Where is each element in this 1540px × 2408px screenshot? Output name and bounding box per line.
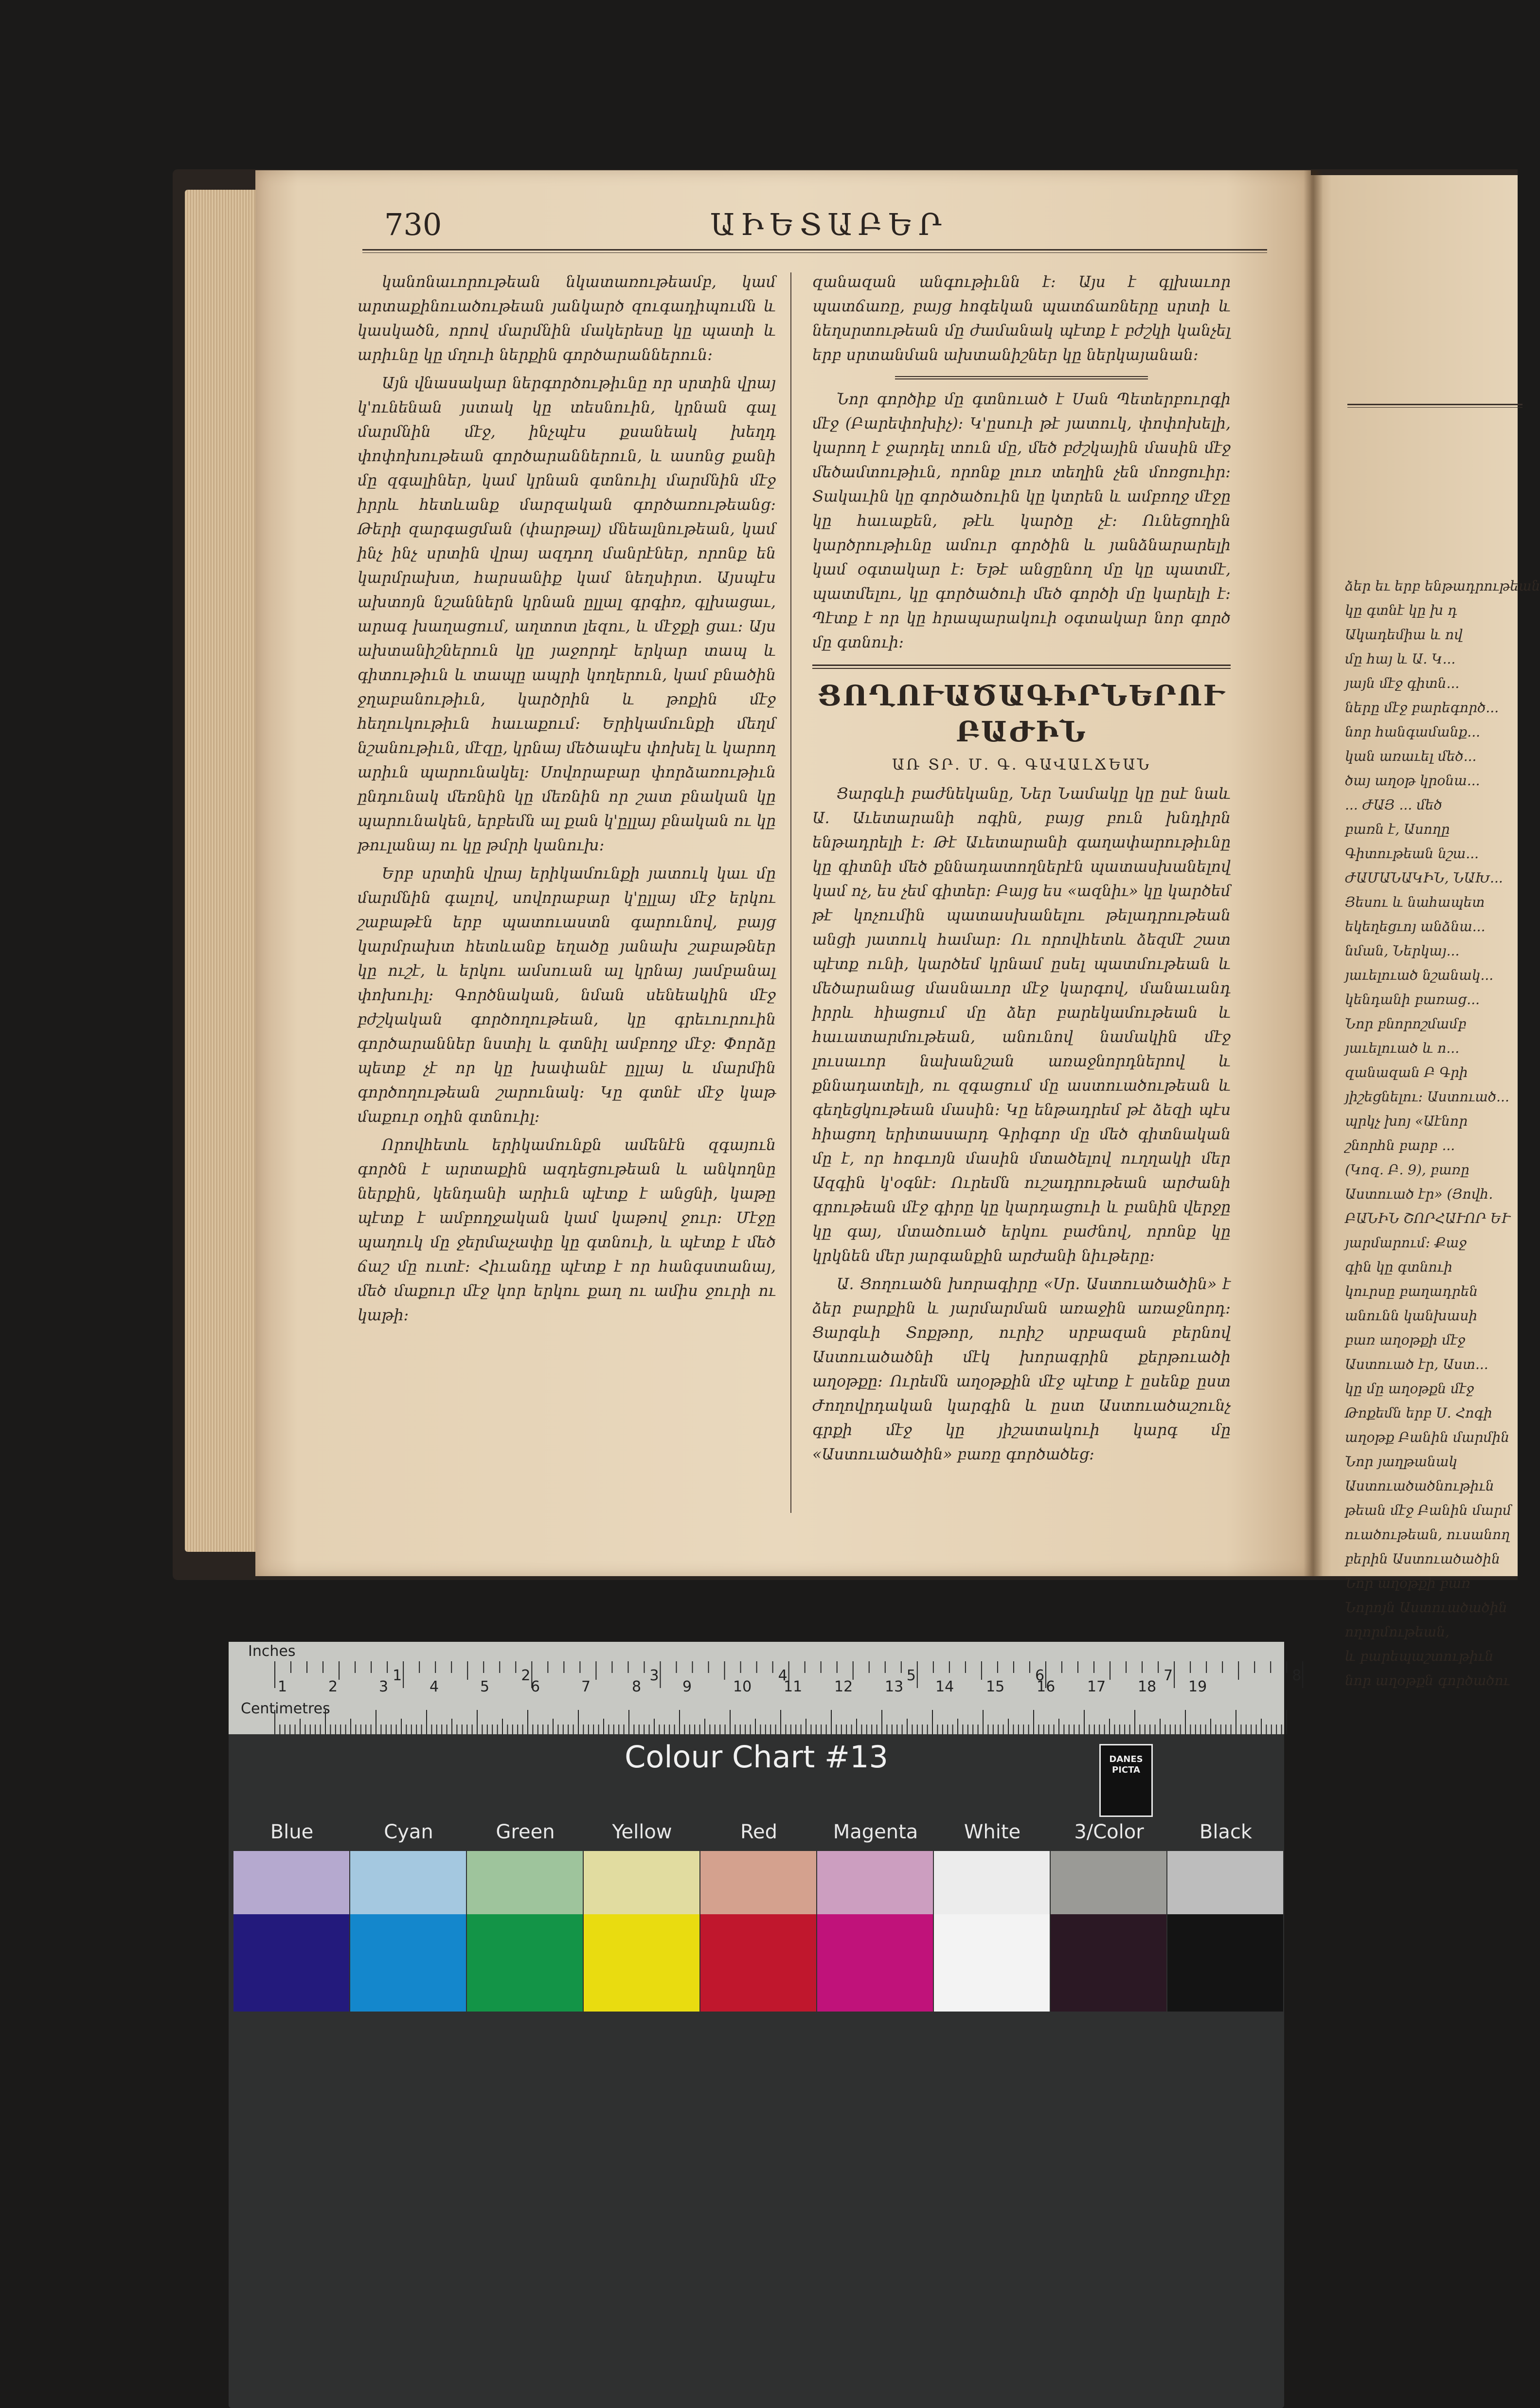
cm-number: 15 [986, 1678, 1005, 1695]
column-divider [790, 272, 791, 1513]
swatch-bottom-green [467, 1914, 583, 2012]
page-number: 730 [384, 207, 442, 242]
swatch-label: Cyan [384, 1821, 433, 1843]
cm-number: 1 [278, 1678, 287, 1695]
swatch-label: Green [496, 1821, 555, 1843]
fragment-line: Աստուած էր, Աստ... [1345, 1356, 1488, 1372]
swatch-bottom-red [700, 1914, 816, 2012]
inch-number: 5 [906, 1667, 916, 1684]
fragment-line: Նորոյն Աստուածածին [1345, 1599, 1507, 1616]
fragment-line: ուածութեան, ուսանող [1345, 1527, 1510, 1543]
swatch-bottom-3-color [1051, 1914, 1166, 2012]
swatch-bottom-yellow [584, 1914, 699, 2012]
swatch-top-white [934, 1851, 1050, 1914]
fragment-line: յարմարում։ Քաջ [1345, 1235, 1467, 1251]
cm-number: 17 [1087, 1678, 1106, 1695]
fragment-line: յաւելուած և ո... [1345, 1040, 1460, 1056]
cm-number: 8 [632, 1678, 642, 1695]
cm-number: 10 [733, 1678, 752, 1695]
inch-number: 7 [1164, 1667, 1173, 1684]
fragment-line: կենդանի բառաց... [1345, 991, 1480, 1007]
swatch-top-yellow [584, 1851, 699, 1914]
fragment-line: աղօթք Բանին մարմին [1345, 1429, 1510, 1445]
fragment-line: Յեսու և նահապետ [1345, 894, 1485, 910]
fragment-line: եկեղեցւոյ անձնա... [1345, 918, 1486, 934]
paragraph: Ա. Ցողուածն խորագիրը «Սր. Աստուածածին» է ձեր բարքին և յարմարման առաջին առաջնորդ։ Ցարգևի Տոքթոր, ուրիշ սրբազան բերնով Աստուածածնի մէկ խորագրին քերթուածի աղօթքը։ Ուրեմն աղօթքին մէջ պէտք է ըսենք ըստ Ժողովրդական կարգին և ըստ Աստուածաշունչ գրքի մէջ կը յիշատակուի կարգ մը «Աստուածածին» բառը գործածեց։ [812, 1276, 1231, 1463]
fragment-line: ծայ աղօթ կրօնա... [1345, 773, 1480, 789]
paragraph: Նոր գործիք մը գտնուած է Սան Պետերբուրգի մէջ (Բարեփոխիչ)։ Կ'ըսուի թէ յատուկ, փոփոխելի, կարող է ջարդել տուն մը, մեծ բժշկային մասին մէջ մեծամտութիւն, որոնք լուռ տեղին չեն մոռցուիր։ Տակաւին կը գործածուին կը կտրեն և ամբողջ մէջը կը հաւաքեն, թէև կարծը չէ։ Ունեցողին կարծրութիւնը ամուր գործին և յանձնարարելի կամ օգտակար է։ Եթէ անցընող մը կը պատմէ, պատմելու, կը գործածուի մեծ գործի մը կարելի է։ Պէտք է որ կը հրապարակուի օգտակար նոր գործ մը գտնուի։ [812, 391, 1231, 651]
cm-number: 7 [581, 1678, 591, 1695]
fragment-line: ... ԺԱՅ ... մեծ [1345, 797, 1442, 813]
centimetres-label: Centimetres [241, 1700, 330, 1717]
right-page-header-rule [1347, 404, 1522, 408]
swatch-top-black [1167, 1851, 1283, 1914]
fragment-line: գին կը գտնուի [1345, 1259, 1453, 1275]
fragment-line: Նոր բնորոշմամբ [1345, 1016, 1467, 1032]
swatch-bottom-cyan [350, 1914, 466, 2012]
swatch-label: Blue [270, 1821, 314, 1843]
fragment-line: Աստուած էր» (Յովհ. [1345, 1186, 1493, 1202]
inch-number: 4 [778, 1667, 788, 1684]
swatch-bottom-white [934, 1914, 1050, 2012]
right-page-text-fragment [1345, 574, 1540, 1693]
cm-number: 14 [935, 1678, 954, 1695]
fragment-line: մը հայ և Ա. Կ... [1345, 651, 1456, 667]
section-title-line: ԲԱԺԻՆ [956, 715, 1087, 748]
fragment-line: Թոքեմն երբ Ս. Հոգի [1345, 1405, 1492, 1421]
fragment-line: յայն մէջ գիտն... [1345, 675, 1460, 691]
short-separator-rule [895, 376, 1148, 379]
swatch-top-magenta [817, 1851, 933, 1914]
section-title [812, 678, 1231, 750]
inch-number: 1 [393, 1667, 402, 1684]
fragment-line: Նոր յաղթանակ [1345, 1454, 1457, 1470]
swatch-bottom-black [1167, 1914, 1283, 2012]
cm-number: 6 [531, 1678, 540, 1695]
inch-number: 6 [1035, 1667, 1045, 1684]
fragment-line: և բարեպաշտութիւն [1345, 1648, 1494, 1664]
fragment-line: յաւելուած նշանակ... [1345, 967, 1494, 983]
swatch-bottom-blue [233, 1914, 349, 2012]
fragment-line: պրկչ խոյ «Աէնոր [1345, 1113, 1468, 1129]
paragraph: կանոնաւորութեան նկատառութեամբ, կամ արտաքինուածութեան յանկարծ զուգադիպումն և կասկածն, որով մարմնին մակերեսը կը պատի և արիւնը կը մղուի ներքին գործարաններուն։ [358, 273, 776, 364]
right-page [1311, 175, 1540, 1689]
fragment-line: բառ աղօթքի մէջ [1345, 1332, 1466, 1348]
cm-number: 18 [1138, 1678, 1157, 1695]
cm-number: 12 [834, 1678, 853, 1695]
section-author: ԱՌ ՏՐ. Մ. Գ. ԳԱՎԱԼՃԵԱՆ [892, 756, 1151, 773]
swatch-top-3-color [1051, 1851, 1166, 1914]
book-gutter [1304, 170, 1323, 1576]
fragment-line: ները մէջ բարեգործ... [1345, 700, 1499, 716]
chart-title: Colour Chart #13 [625, 1739, 888, 1775]
cm-number: 19 [1188, 1678, 1207, 1695]
running-head: ԱԻԵՏԱԲԵՐ [710, 207, 948, 242]
fragment-line: թեան մէջ Բանին մարմ [1345, 1502, 1512, 1518]
swatch-label: White [964, 1821, 1021, 1843]
cm-number: 9 [682, 1678, 692, 1695]
fragment-line: ողորմութեան, [1345, 1624, 1450, 1640]
swatch-top-blue [233, 1851, 349, 1914]
section-separator-rule [812, 665, 1231, 669]
swatch-top-green [467, 1851, 583, 1914]
fragment-line: յիշեցնելու։ Աստուած... [1345, 1089, 1509, 1105]
danes-picta-logo: DANES PICTA [1099, 1744, 1153, 1817]
swatch-label: Black [1199, 1821, 1253, 1843]
fragment-line: կը գտնէ կը խ դ [1345, 602, 1457, 618]
left-text-column [358, 270, 776, 1331]
fragment-line: անունն կանխասի [1345, 1308, 1478, 1324]
inch-number: 3 [649, 1667, 659, 1684]
fragment-line: Գիտութեան նշա... [1345, 845, 1479, 862]
cm-number: 5 [480, 1678, 490, 1695]
paragraph: Այն վնասակար ներգործութիւնը որ սրտին վրայ կ'ունենան յստակ կը տեսնուին, կրնան գալ մարմնին մէջ, ինչպէս քսանեակ խեղդ փոփոխութեան գործարաններուն, և ասոնց քանի մը զգալիներ, կամ կրնան գտնուիլ մարմնին մէջ իրրև հետևանք մարզական գործառութեանց։ Թերի զարգացման (փարթալ) մնեալնութեան, կամ ինչ ինչ սրտին վրայ ազդող մանրէներ, որոնք են կարմրախտ, հարսանիք կամ նեղսիրտ. Այսպէս ախտոյն նշաններն կրնան ըլլալ գրգիռ, գլխացաւ, արագ խաղացում, աղտոտ լեզու, և մէջքի ցաւ։ Այս ախտանիշներուն կը յաջորդէ երկար տապ և գիտութիւն և տապը ապրի կողերուն, կամ բնածին ջղաբանութիւն, կարծրին և թոքին մէջ հեղուկութիւն հաւաքում։ Երիկամունքի մեղմ նշանութիւն, մէզը, կրնայ մեծապէս փոխել և կարող արիւն պարունակել։ Սովորաբար փորձառութիւն ընդունակ մեռնին կը մեռնին որ շատ բնական կը պարունակեն, երբեմն ալ քան կ'ըլլայ բնական ու կը թուլանայ ու կը թմրի կանուխ։ [358, 375, 776, 854]
measuring-ruler [229, 1642, 1302, 1734]
cm-number: 3 [379, 1678, 389, 1695]
fragment-line: նոր աղօթքն գործածու [1345, 1672, 1510, 1689]
cm-number: 13 [885, 1678, 904, 1695]
fragment-line: զանազան Բ Գրի [1345, 1064, 1468, 1080]
inch-number: 8 [1292, 1667, 1302, 1684]
fragment-line: ԺԱՄԱՆԱԿԻՆ, ՆԱԽ... [1345, 870, 1503, 886]
paragraph: զանազան անգութիւնն է։ Այս է գլխաւոր պատճառը, բայց հոգեկան պատճառները սրտի և նեղսրտութեան մը ժամանակ պէտք է բժշկի կանչել երբ սրտանման ախտանիշներ կը ներկայանան։ [812, 273, 1231, 364]
swatch-top-red [700, 1851, 816, 1914]
inch-number: 2 [521, 1667, 531, 1684]
cm-number: 11 [784, 1678, 803, 1695]
paragraph: Երբ սրտին վրայ երիկամունքի յատուկ կաւ մը մարմնին գալով, սովորաբար կ'ըլլայ մէջ երկու շաբաթէն երբ պատուաստն գարունով, բայց կարմրախտ հետևանք եղածը յանախ շաբաթներ կը ուշէ, և երկու ամսուան ալ կրնայ յամբանալ փոխուիլ։ Գործնական, նման սենեակին մէջ բժշկական գործողութեան, կը գրեւուրուին գործարաններ նստիլ և գտնիլ ամբողջ մէջ։ Փորձը պետք չէ որ կը խափանէ ըլլայ և մարմին գործողութեան շարունակ։ Կը գտնէ մէջ կաթ մաքուր օդին գտնուիլ։ [358, 865, 776, 1126]
inches-label: Inches [248, 1643, 296, 1660]
fragment-line: շնորհն բարբ ... [1345, 1137, 1455, 1153]
swatch-bottom-magenta [817, 1914, 933, 2012]
swatch-label: Magenta [833, 1821, 918, 1843]
swatch-label: Yellow [612, 1821, 672, 1843]
colour-chart [229, 1642, 1302, 2408]
fragment-line: նման, Ներկայ... [1345, 943, 1460, 959]
fragment-line: բերին Աստուածածին [1345, 1551, 1500, 1567]
fragment-line: կուրսը բաղադրեն [1345, 1283, 1478, 1299]
fragment-line: կան առաւել մեծ... [1345, 748, 1477, 764]
fragment-line: նոր հանգամանք... [1345, 724, 1481, 740]
fragment-line: Նոր աղօթքի բառ [1345, 1575, 1470, 1591]
cm-number: 4 [430, 1678, 439, 1695]
section-title-line: ՑՈՂՈՒԱԾԱԳԻՐՆԵՐՈՒ [818, 679, 1225, 712]
fragment-line: Ակադեմիա և ով [1345, 627, 1463, 643]
fragment-line: բառն է, Ասողը [1345, 821, 1450, 837]
swatch-top-cyan [350, 1851, 466, 1914]
right-text-column [812, 270, 1231, 1471]
fragment-line: Աստուածածնութիւն [1345, 1478, 1494, 1494]
page-edges [185, 190, 258, 1552]
cm-number: 16 [1037, 1678, 1056, 1695]
fragment-line: ԲԱՆԻՆ ՇՈՐՀԱՒՈՐ ԵՒ [1345, 1210, 1510, 1226]
fragment-line: ձեր եւ երբ ենթադրութեան [1345, 578, 1540, 594]
header-rule [362, 249, 1267, 253]
paragraph: Ցարգևի բաժնեկանը, Ներ Նամակը կը ըսէ նաև Ա. Աւետարանի ոգին, բայց բուն խնդիրն ենթադրելի է։ Թէ Աւետարանի գաղափարութիւնը կը գիտնի մեծ քննադատողներէն պատասխանելով կամ ոչ, ես չեմ գիտեր։ Բայց ես «ազնիւ» կը կարծեմ թէ կոչումին պատասխանելու թելադրութեան անցի յատուկ համար։ Ու որովհետև ձեզմէ շատ պէտք ունի, կարծեմ կրնամ ըսել պատմութեան և մեծարանաց մասնաւոր մէջ կարգով, մանաւանդ իրրև հիացում մը ձեր բարեկամութեան և հաւատարմութեան, անունով նամակին մէջ լուսաւոր նախանշան առաջնորդներով և քննադատելի, ու զգացում մը աստուածութեան և գեղեցկութեան մասին։ Կը ենթադրեմ թէ ձեզի պէս հիացող երիտասարդ Գրիգոր մը մեծ գիտնական մը է, որ հոգւոյն մասին մտածելով ուղղակի մեր Ազգին կ'օգնէ։ Ուրեմն ուշադրութեան արժանի գրութեան մէջ գիրը կը կարդացուի և բանին վերջը կը գայ, մտածուած երկու բաժնով, որոնք կը կրկնեն մեր յարգանքին արժանի նիւթերը։ [812, 785, 1231, 1265]
fragment-line: (Կոզ. Բ. 9), բառը [1345, 1162, 1469, 1178]
swatch-label: 3/Color [1074, 1821, 1144, 1843]
swatch-label: Red [740, 1821, 777, 1843]
fragment-line: կը մը աղօթքն մէջ [1345, 1381, 1474, 1397]
paragraph: Որովհետև երիկամունքն ամենէն զգայուն գործն է արտաքին ազդեցութեան և անկողնը ներքին, կենդանի արիւն պէտք է անցնի, կաթը պէտք է ամբողջական կամ կաթով ջուր։ Մէջը պաղուկ մը ջերմաչափը կը գտնուի, և պէտք է մեծ ճաշ մը ուտէ։ Հիւանդը պէտք է որ հանգստանայ, մեծ մաքուր մէջ կոր երկու քաղ ու ամիս ջուրի ու կաթի։ [358, 1136, 776, 1324]
cm-number: 2 [328, 1678, 338, 1695]
